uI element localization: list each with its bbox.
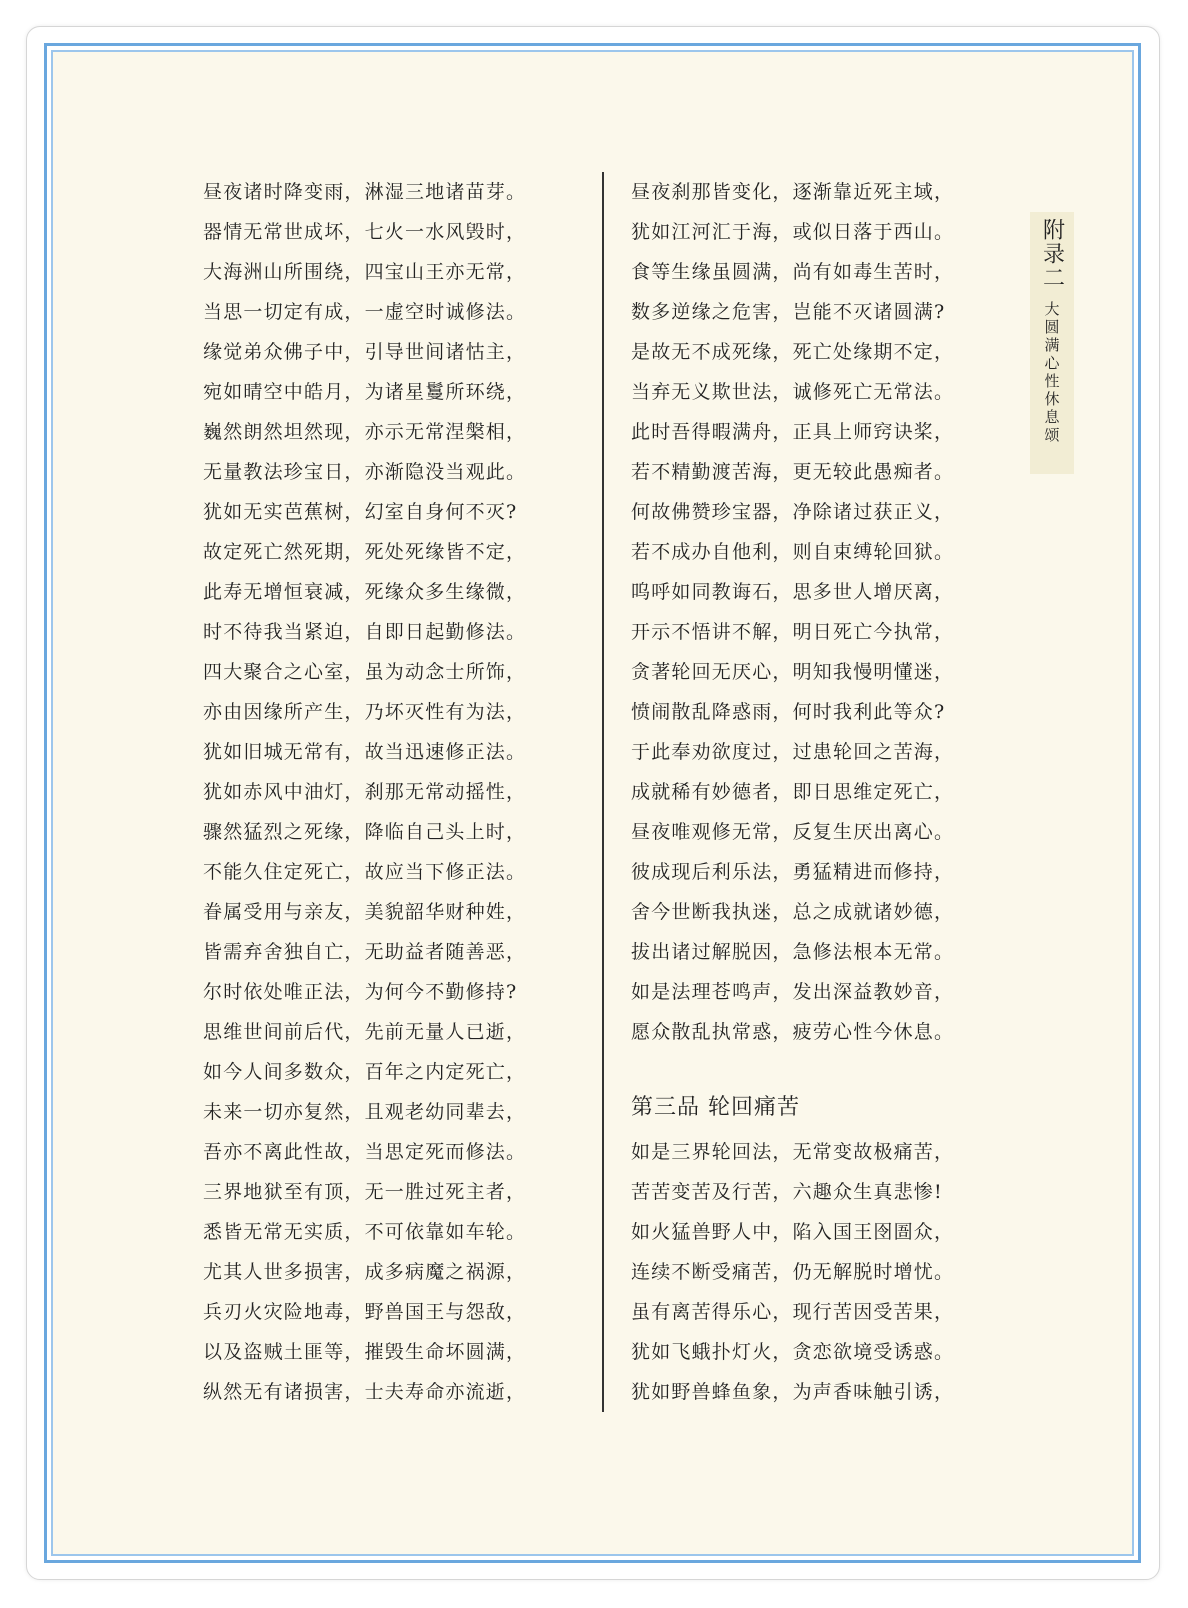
verse-line: 如是法理苍鸣声，发出深益教妙音， [631, 981, 955, 1003]
verse-line: 食等生缘虽圆满，尚有如毒生苦时， [631, 261, 955, 283]
verse-line: 骤然猛烈之死缘，降临自己头上时， [203, 821, 527, 843]
verse-line: 三界地狱至有顶，无一胜过死主者， [203, 1181, 527, 1203]
appendix-label: 附录二 [1039, 218, 1065, 290]
verse-line: 当弃无义欺世法，诚修死亡无常法。 [631, 381, 955, 403]
verse-line: 于此奉劝欲度过，过患轮回之苦海， [631, 741, 955, 763]
verse-line: 此寿无增恒衰减，死缘众多生缘微， [203, 581, 527, 603]
verse-line: 吾亦不离此性故，当思定死而修法。 [203, 1141, 527, 1163]
verse-line: 彼成现后利乐法，勇猛精进而修持， [631, 861, 955, 883]
verse-line: 眷属受用与亲友，美貌韶华财种姓， [203, 901, 527, 923]
verse-line: 以及盗贼土匪等，摧毁生命坏圆满， [203, 1341, 527, 1363]
verse-line: 如是三界轮回法，无常变故极痛苦， [631, 1141, 955, 1163]
verse-line: 尔时依处唯正法，为何今不勤修持? [203, 981, 518, 1003]
verse-line: 当思一切定有成，一虚空时诚修法。 [203, 301, 527, 323]
verse-line: 开示不悟讲不解，明日死亡今执常， [631, 621, 955, 643]
right-verse-column [631, 172, 971, 1412]
verse-line: 皆需弃舍独自亡，无助益者随善恶， [203, 941, 527, 963]
verse-line: 纵然无有诸损害，士夫寿命亦流逝， [203, 1381, 527, 1403]
verse-line: 故定死亡然死期，死处死缘皆不定， [203, 541, 527, 563]
verse-line: 苦苦变苦及行苦，六趣众生真悲惨! [631, 1181, 943, 1203]
verse-line: 悉皆无常无实质，不可依靠如车轮。 [203, 1221, 527, 1243]
verse-line: 虽有离苦得乐心，现行苦因受苦果， [631, 1301, 955, 1323]
verse-line: 无量教法珍宝日，亦渐隐没当观此。 [203, 461, 527, 483]
verse-line: 是故无不成死缘，死亡处缘期不定， [631, 341, 955, 363]
verse-line: 犹如无实芭蕉树，幻室自身何不灭? [203, 501, 518, 523]
page-frame [44, 43, 1141, 1563]
verse-line: 如火猛兽野人中，陷入国王囹圄众， [631, 1221, 955, 1243]
verse-line: 四大聚合之心室，虽为动念士所饰， [203, 661, 527, 683]
verse-line: 昼夜唯观修无常，反复生厌出离心。 [631, 821, 955, 843]
verse-line: 宛如晴空中皓月，为诸星鬘所环绕， [203, 381, 527, 403]
column-divider [602, 172, 604, 1412]
section-title: 第三品 轮回痛苦 [631, 1095, 800, 1120]
left-verse-column [203, 172, 533, 1412]
verse-line: 愿众散乱执常惑，疲劳心性今休息。 [631, 1021, 955, 1043]
verse-line: 此时吾得暇满舟，正具上师窍诀桨， [631, 421, 955, 443]
verse-line: 犹如江河汇于海，或似日落于西山。 [631, 221, 955, 243]
verse-line: 亦由因缘所产生，乃坏灭性有为法， [203, 701, 527, 723]
verse-line: 舍今世断我执迷，总之成就诸妙德， [631, 901, 955, 923]
verse-line: 犹如赤风中油灯，刹那无常动摇性， [203, 781, 527, 803]
verse-line: 如今人间多数众，百年之内定死亡， [203, 1061, 527, 1083]
verse-line: 连续不断受痛苦，仍无解脱时增忧。 [631, 1261, 955, 1283]
verse-line: 犹如旧城无常有，故当迅速修正法。 [203, 741, 527, 763]
verse-line: 器情无常世成坏，七火一水风毁时， [203, 221, 527, 243]
verse-line: 何故佛赞珍宝器，净除诸过获正义， [631, 501, 955, 523]
chapter-side-tab [1030, 212, 1074, 474]
verse-line: 犹如飞蛾扑灯火，贪恋欲境受诱惑。 [631, 1341, 955, 1363]
verse-line: 不能久住定死亡，故应当下修正法。 [203, 861, 527, 883]
verse-line: 愤闹散乱降惑雨，何时我利此等众? [631, 701, 946, 723]
verse-line: 时不待我当紧迫，自即日起勤修法。 [203, 621, 527, 643]
verse-line: 呜呼如同教诲石，思多世人增厌离， [631, 581, 955, 603]
verse-line: 缘觉弟众佛子中，引导世间诸怙主， [203, 341, 527, 363]
verse-line: 数多逆缘之危害，岂能不灭诸圆满? [631, 301, 946, 323]
verse-line: 若不成办自他利，则自束缚轮回狱。 [631, 541, 955, 563]
verse-line: 贪著轮回无厌心，明知我慢明懂迷， [631, 661, 955, 683]
verse-line: 兵刃火灾险地毒，野兽国王与怨敌， [203, 1301, 527, 1323]
verse-line: 巍然朗然坦然现，亦示无常涅槃相， [203, 421, 527, 443]
verse-line: 昼夜刹那皆变化，逐渐靠近死主域， [631, 181, 955, 203]
verse-line: 成就稀有妙德者，即日思维定死亡， [631, 781, 955, 803]
verse-line: 大海洲山所围绕，四宝山王亦无常， [203, 261, 527, 283]
verse-line: 若不精勤渡苦海，更无较此愚痴者。 [631, 461, 955, 483]
book-page [51, 50, 1134, 1556]
verse-line: 拔出诸过解脱因，急修法根本无常。 [631, 941, 955, 963]
verse-line: 尤其人世多损害，成多病魔之祸源， [203, 1261, 527, 1283]
verse-line: 思维世间前后代，先前无量人已逝， [203, 1021, 527, 1043]
book-title-label: 大圆满心性休息颂 [1042, 301, 1061, 446]
verse-line: 犹如野兽蜂鱼象，为声香味触引诱， [631, 1381, 955, 1403]
verse-line: 未来一切亦复然，且观老幼同辈去， [203, 1101, 527, 1123]
verse-line: 昼夜诸时降变雨，淋湿三地诸苗芽。 [203, 181, 527, 203]
